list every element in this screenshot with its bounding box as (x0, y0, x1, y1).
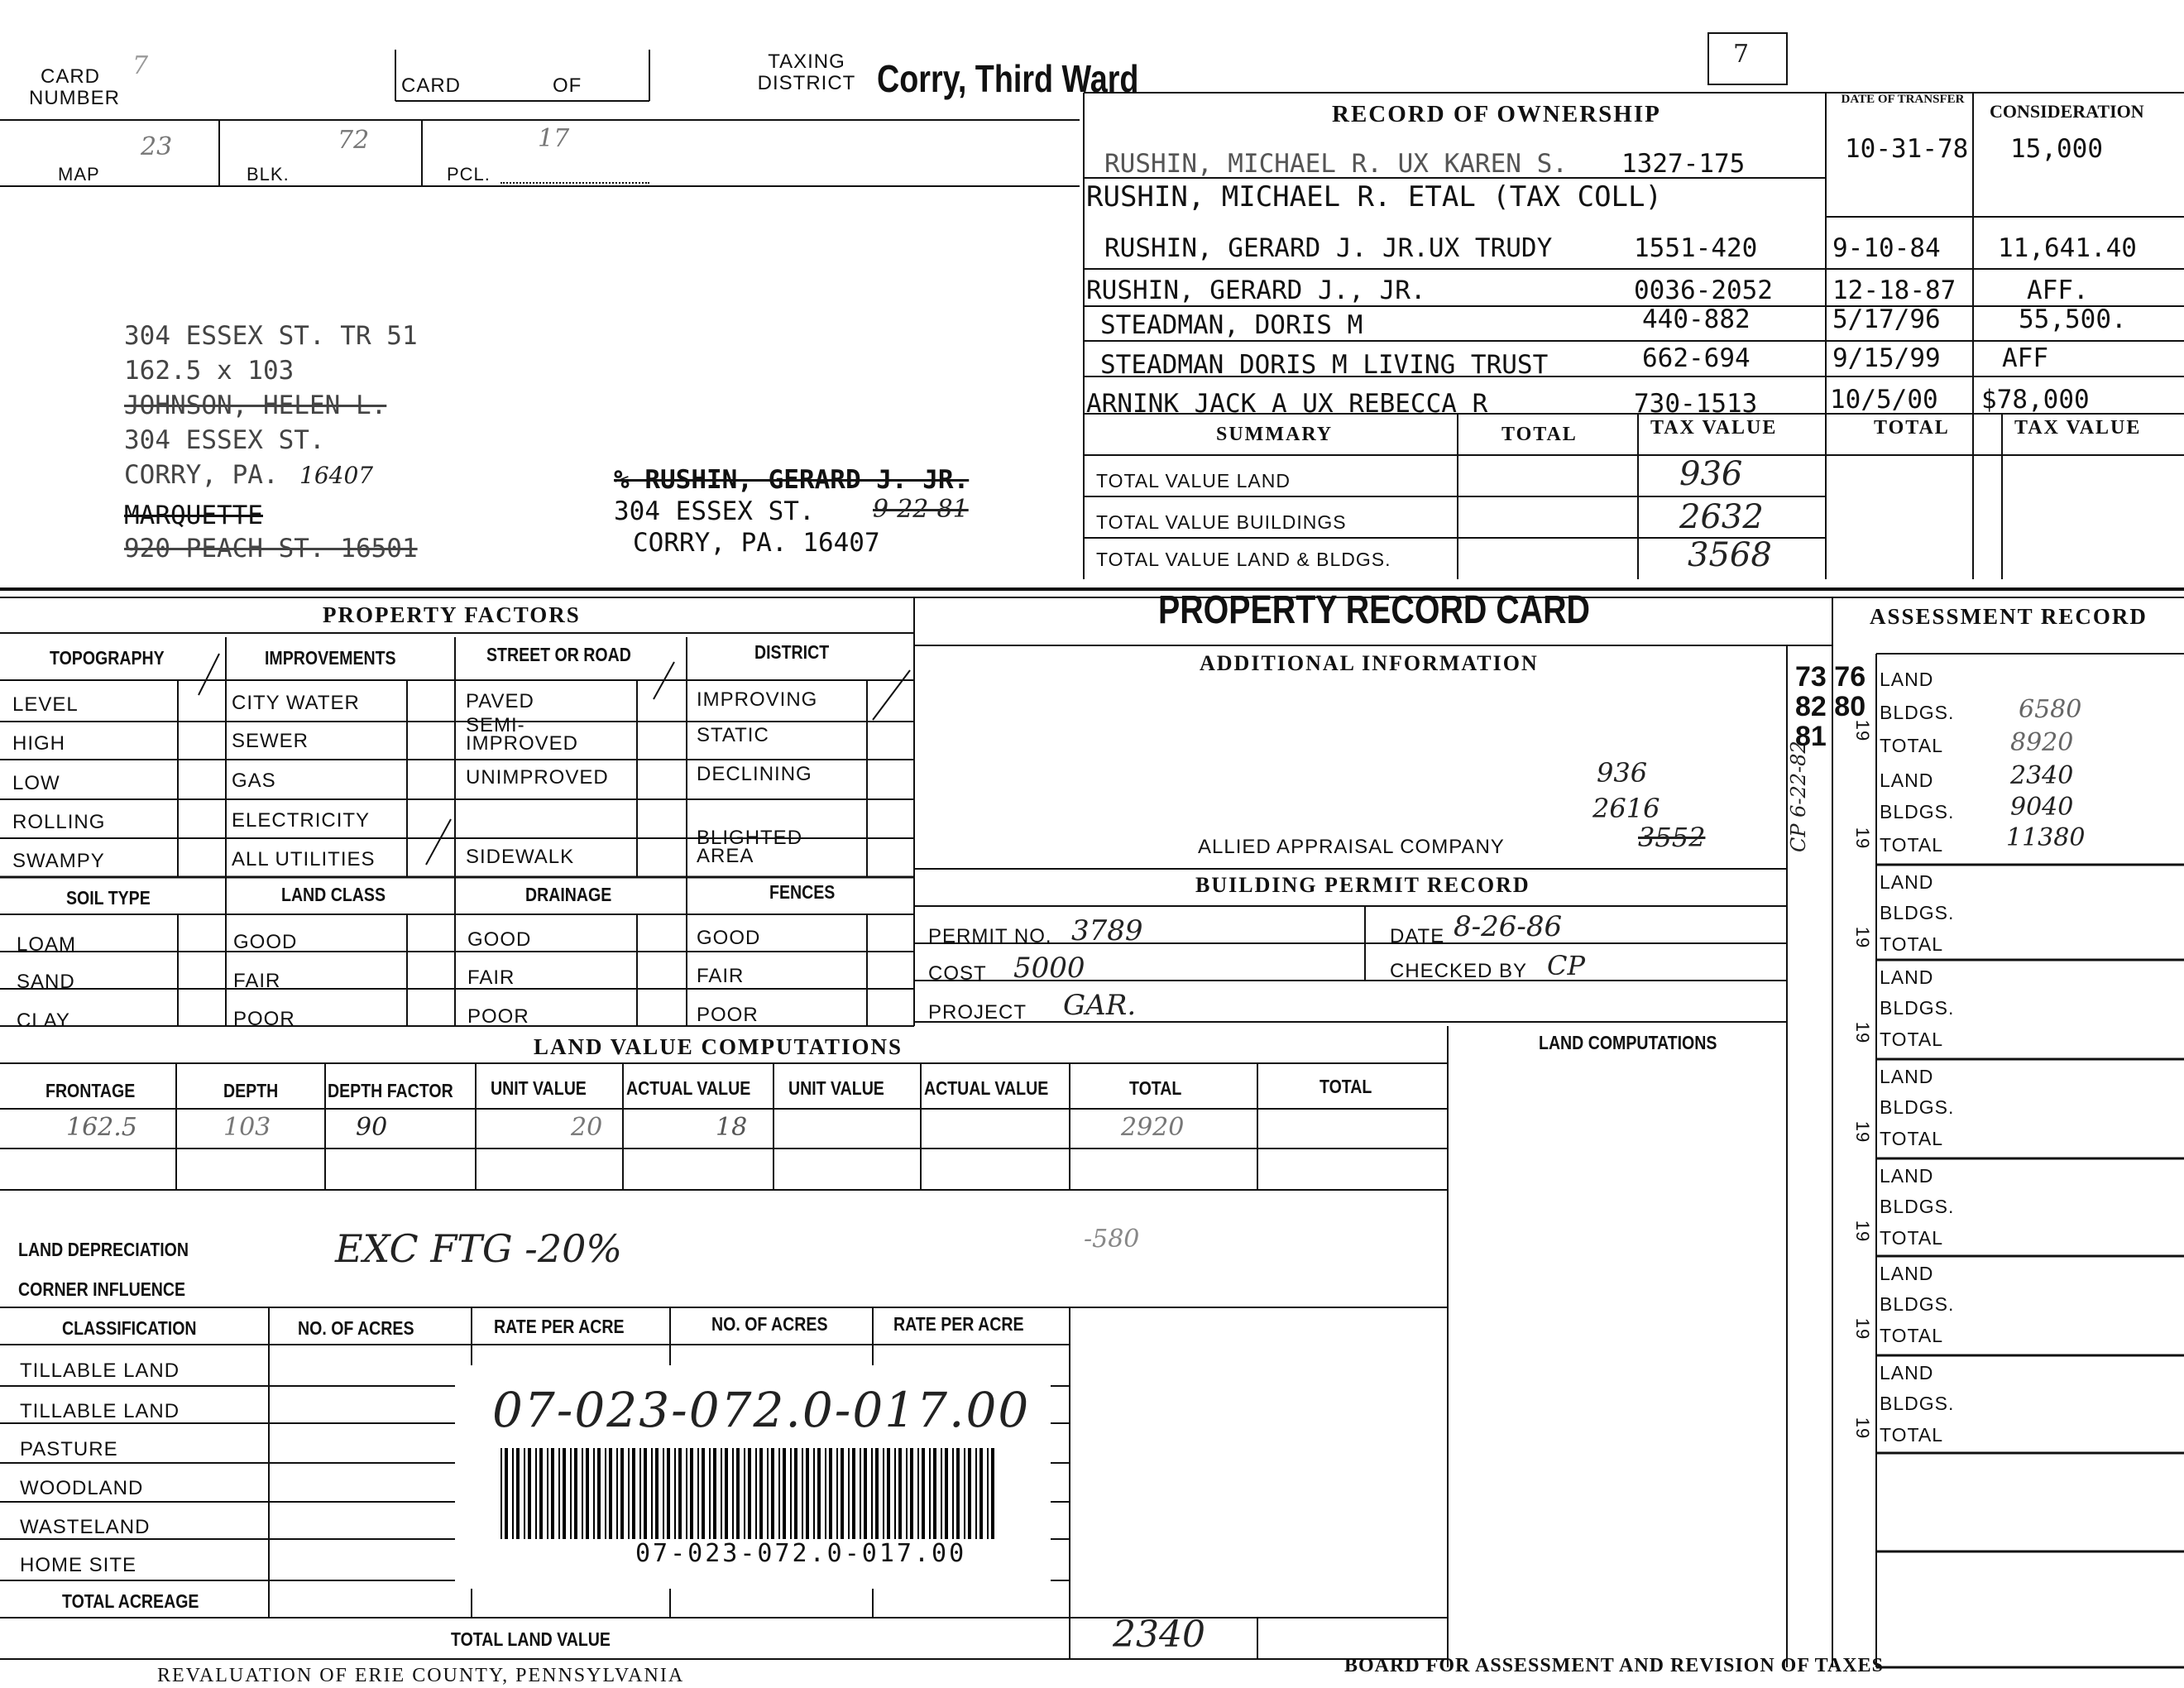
owner-consideration: AFF. (2027, 276, 2089, 305)
topography-item: ROLLING (12, 811, 106, 833)
address-line: 920 PEACH ST. 16501 (124, 534, 418, 563)
assessment-bldgs-value: 6580 (2019, 695, 2082, 724)
card-number-value: 7 (132, 51, 149, 80)
assessment-total-value: 8920 (2010, 728, 2074, 757)
barcode-bar (864, 1448, 867, 1539)
assessment-bldgs-label: BLDGS. (1880, 801, 1955, 822)
assessment-year: 73 (1795, 661, 1827, 693)
barcode-bar (906, 1448, 908, 1539)
assessment-land-label: LAND (1880, 1165, 1934, 1187)
barcode-bar (702, 1448, 705, 1539)
permit-cost-label: COST (928, 962, 987, 985)
classification-header: NO. OF ACRES (298, 1317, 414, 1339)
barcode-bar (979, 1448, 983, 1539)
barcode-bar (922, 1448, 925, 1539)
lv-header: DEPTH (223, 1080, 279, 1101)
improvements-item: ELECTRICITY (232, 809, 371, 832)
barcode-bar (898, 1448, 902, 1539)
lv-header: UNIT VALUE (491, 1077, 587, 1099)
topography-item: LOW (12, 772, 60, 794)
barcode-bar (551, 1448, 554, 1539)
assessment-year-prefix: 19 (1852, 719, 1874, 742)
lv-header: UNIT VALUE (788, 1077, 884, 1099)
assessment-land-label: LAND (1880, 1066, 1934, 1087)
assessment-total-label: TOTAL (1880, 834, 1943, 856)
topography-item: SWAMPY (12, 850, 105, 872)
barcode-bar (968, 1448, 971, 1539)
street-item: UNIMPROVED (466, 766, 609, 789)
assessment-land-label: LAND (1880, 669, 1934, 690)
barcode-bar (628, 1448, 630, 1539)
map-label: MAP (58, 164, 100, 185)
barcode-bar (783, 1448, 786, 1539)
assessment-year-prefix: 19 (1852, 827, 1874, 850)
soil-item: CLAY (17, 1009, 70, 1032)
barcode-bar (956, 1448, 960, 1539)
soil-type-header: SOIL TYPE (66, 887, 151, 909)
barcode-bar (771, 1448, 774, 1539)
permit-date-value: 8-26-86 (1454, 910, 1563, 943)
barcode-bar (500, 1448, 502, 1539)
barcode-bar (736, 1448, 740, 1539)
assessment-land-label: LAND (1880, 871, 1934, 893)
barcode-bar (945, 1448, 948, 1539)
barcode-bar (964, 1448, 965, 1539)
barcode-bar (690, 1448, 693, 1539)
card-label: CARD (401, 74, 462, 97)
lv-header: FRONTAGE (46, 1080, 136, 1101)
assessment-total-label: TOTAL (1880, 1424, 1943, 1446)
owner-name: RUSHIN, MICHAEL R. UX KAREN S. (1104, 149, 1568, 179)
assessment-year: 76 (1834, 661, 1866, 693)
barcode-bar (813, 1448, 815, 1539)
barcode-bar (790, 1448, 792, 1539)
barcode-bar (975, 1448, 977, 1539)
improvements-header: IMPROVEMENTS (265, 647, 396, 669)
summary-row-tax-value: 3568 (1688, 536, 1772, 574)
soil-item: SAND (17, 971, 75, 993)
property-factors-title: PROPERTY FACTORS (323, 602, 581, 627)
assessment-land-label: LAND (1880, 770, 1934, 791)
permit-checked-value: CP (1547, 950, 1586, 981)
owner-consideration: $78,000 (1981, 385, 2090, 415)
summary-row-label: TOTAL VALUE LAND (1096, 470, 1291, 492)
barcode-printed-number: 07-023-072.0-017.00 (635, 1539, 967, 1568)
assessment-bldgs-label: BLDGS. (1880, 902, 1955, 923)
classification-header: RATE PER ACRE (494, 1316, 625, 1337)
barcode-bar (875, 1448, 879, 1539)
ownership-title: RECORD OF OWNERSHIP (1332, 101, 1661, 127)
improvements-item: CITY WATER (232, 692, 360, 714)
district-item: IMPROVING (697, 688, 818, 711)
lv-header: TOTAL (1129, 1077, 1182, 1099)
barcode-bar (678, 1448, 682, 1539)
assessment-year: 82 (1795, 691, 1827, 722)
assessment-bldgs-label: BLDGS. (1880, 1196, 1955, 1217)
topography-item: HIGH (12, 732, 65, 755)
barcode-graphic (500, 1448, 997, 1539)
assessment-bldgs-label: BLDGS. (1880, 702, 1955, 723)
appraiser-name: ALLIED APPRAISAL COMPANY (1198, 836, 1505, 858)
barcode-bar (516, 1448, 520, 1539)
assessment-total-label: TOTAL (1880, 933, 1943, 955)
barcode-bar (605, 1448, 606, 1539)
assessment-year-prefix: 19 (1852, 1317, 1874, 1340)
owner-book: 0036-2052 (1634, 276, 1773, 305)
barcode-bar (674, 1448, 676, 1539)
assessment-land-value: 2340 (2010, 761, 2074, 790)
drainage-item: POOR (467, 1005, 529, 1028)
owner-name: ARNINK JACK A UX REBECCA R (1086, 389, 1488, 419)
barcode-bar (644, 1448, 647, 1539)
date-transfer-header: DATE OF TRANSFER (1841, 93, 1965, 106)
summary-row-tax-value: 2632 (1679, 498, 1764, 536)
district-item: BLIGHTED AREA (697, 827, 803, 867)
classification-item: TILLABLE LAND (20, 1400, 180, 1422)
lv-cell: 2920 (1121, 1113, 1185, 1142)
side-note-handwritten: CP 6-22-82 (1787, 741, 1810, 852)
land-class-item: FAIR (233, 970, 281, 992)
owner-book: 1551-420 (1634, 233, 1758, 263)
assessment-year-prefix: 19 (1852, 926, 1874, 949)
barcode-bar (817, 1448, 821, 1539)
owner-consideration: 15,000 (2010, 134, 2103, 164)
street-item: SIDEWALK (466, 846, 575, 868)
card-number-label: CARD NUMBER (29, 65, 121, 109)
owner-date: 12-18-87 (1832, 276, 1956, 305)
barcode-bar (725, 1448, 728, 1539)
barcode-bar (871, 1448, 873, 1539)
assessment-land-label: LAND (1880, 966, 1934, 988)
barcode-bar (802, 1448, 803, 1539)
barcode-bar (887, 1448, 890, 1539)
assessment-bldgs-value: 9040 (2010, 793, 2074, 822)
barcode-bar (748, 1448, 751, 1539)
owner-date: 9-10-84 (1832, 233, 1941, 263)
barcode-bar (941, 1448, 942, 1539)
permit-no-label: PERMIT NO. (928, 925, 1052, 947)
pcl-label: PCL. (447, 164, 491, 185)
owner-book: 662-694 (1642, 343, 1751, 373)
assessment-land-label: LAND (1880, 1362, 1934, 1383)
owner-name: RUSHIN, GERARD J., JR. (1086, 276, 1426, 305)
barcode-bar (651, 1448, 653, 1539)
topography-item: LEVEL (12, 693, 79, 716)
barcode-bar (933, 1448, 936, 1539)
barcode-bar (709, 1448, 711, 1539)
additional-info-title: ADDITIONAL INFORMATION (1200, 651, 1539, 675)
owner-name: RUSHIN, MICHAEL R. ETAL (TAX COLL) (1086, 180, 1662, 213)
owner-consideration: 55,500. (2019, 305, 2127, 334)
barcode-bar (829, 1448, 832, 1539)
footer-right: BOARD FOR ASSESSMENT AND REVISION OF TAXES (1344, 1655, 1884, 1676)
classification-item: HOME SITE (20, 1554, 137, 1576)
lv-header: DEPTH FACTOR (328, 1080, 453, 1101)
barcode-bar (512, 1448, 514, 1539)
lv-cell: 103 (223, 1113, 271, 1142)
taxing-district-label: TAXING DISTRICT (757, 50, 856, 94)
barcode-bar (910, 1448, 913, 1539)
summary-row-tax-value: 936 (1679, 455, 1743, 493)
assessment-total-label: TOTAL (1880, 1029, 1943, 1050)
topography-header: TOPOGRAPHY (50, 647, 165, 669)
permit-project-value: GAR. (1063, 989, 1137, 1022)
barcode-bar (841, 1448, 844, 1539)
street-item: PAVED (466, 690, 534, 712)
total-land-value: 2340 (1113, 1614, 1205, 1656)
summary-row-label: TOTAL VALUE BUILDINGS (1096, 511, 1347, 533)
total-acreage-label: TOTAL ACREAGE (62, 1590, 199, 1612)
barcode-bar (697, 1448, 699, 1539)
summary-tax-value-header-2: TAX VALUE (2014, 417, 2142, 439)
assessment-bldgs-label: BLDGS. (1880, 1393, 1955, 1414)
additional-hand-value: 2616 (1592, 793, 1660, 824)
land-value-title: LAND VALUE COMPUTATIONS (534, 1034, 903, 1059)
barcode-bar (663, 1448, 664, 1539)
barcode-bar (586, 1448, 589, 1539)
barcode-bar (852, 1448, 855, 1539)
blk-value: 72 (338, 126, 370, 155)
owner-name: STEADMAN DORIS M LIVING TRUST (1100, 350, 1549, 380)
map-value: 23 (141, 132, 173, 161)
blk-label: BLK. (247, 164, 290, 185)
barcode-bar (597, 1448, 601, 1539)
barcode-bar (778, 1448, 780, 1539)
prc-title: PROPERTY RECORD CARD (1158, 588, 1590, 632)
drainage-item: GOOD (467, 928, 532, 951)
barcode-bar (848, 1448, 850, 1539)
lv-cell: 162.5 (66, 1113, 137, 1142)
classification-item: WASTELAND (20, 1516, 151, 1538)
assessment-bldgs-label: BLDGS. (1880, 1293, 1955, 1315)
owner-name: STEADMAN, DORIS M (1100, 310, 1363, 340)
address-zip-handwritten: 16407 (299, 462, 374, 489)
barcode-handwritten-number: 07-023-072.0-017.00 (492, 1382, 1031, 1438)
barcode-bar (655, 1448, 659, 1539)
mail-line: % RUSHIN, GERARD J. JR. (614, 465, 970, 495)
assessment-total-label: TOTAL (1880, 735, 1943, 756)
barcode-bar (759, 1448, 763, 1539)
improvements-item: SEWER (232, 730, 309, 752)
summary-total-header: TOTAL (1502, 424, 1578, 445)
land-depreciation-total: -580 (1084, 1225, 1140, 1254)
classification-header: RATE PER ACRE (893, 1313, 1024, 1335)
consideration-header: CONSIDERATION (1990, 101, 2144, 122)
assessment-year: 81 (1795, 721, 1827, 752)
barcode-bar (667, 1448, 670, 1539)
land-depreciation-value: EXC FTG -20% (335, 1226, 623, 1271)
barcode-bar (639, 1448, 641, 1539)
barcode-bar (616, 1448, 618, 1539)
owner-book: 730-1513 (1634, 389, 1758, 419)
lv-header: ACTUAL VALUE (924, 1077, 1049, 1099)
barcode-bar (632, 1448, 635, 1539)
summary-total-header-2: TOTAL (1874, 417, 1950, 439)
barcode-bar (574, 1448, 577, 1539)
district-item: STATIC (697, 724, 769, 746)
assessment-year-prefix: 19 (1852, 1417, 1874, 1440)
owner-date: 9/15/99 (1832, 343, 1941, 373)
barcode-bar (836, 1448, 838, 1539)
permit-project-label: PROJECT (928, 1001, 1027, 1024)
address-line: JOHNSON, HELEN L. (124, 391, 387, 420)
fences-item: FAIR (697, 965, 745, 987)
drainage-header: DRAINAGE (525, 884, 612, 905)
drainage-item: FAIR (467, 966, 515, 989)
barcode-bar (528, 1448, 531, 1539)
land-class-header: LAND CLASS (281, 884, 386, 905)
address-line: 304 ESSEX ST. TR 51 (124, 321, 418, 351)
mail-line: 304 ESSEX ST. (614, 496, 815, 526)
land-depreciation-label: LAND DEPRECIATION (18, 1239, 189, 1260)
barcode-bar (860, 1448, 861, 1539)
assessment-total-label: TOTAL (1880, 1128, 1943, 1149)
owner-name: RUSHIN, GERARD J. JR.UX TRUDY (1104, 233, 1553, 263)
assessment-year-prefix: 19 (1852, 1120, 1874, 1144)
lv-cell: 18 (716, 1113, 748, 1142)
owner-consideration: AFF (2002, 343, 2048, 373)
card-box-number: 7 (1733, 40, 1750, 69)
improvements-item: GAS (232, 770, 276, 792)
owner-consideration: 11,641.40 (1998, 233, 2137, 263)
barcode-bar (713, 1448, 716, 1539)
owner-book: 440-882 (1642, 305, 1751, 334)
barcode-bar (582, 1448, 583, 1539)
assessment-total-label: TOTAL (1880, 1227, 1943, 1249)
barcode-bar (825, 1448, 826, 1539)
barcode-bar (539, 1448, 543, 1539)
district-header: DISTRICT (754, 641, 830, 663)
barcode-bar (609, 1448, 612, 1539)
barcode-bar (547, 1448, 548, 1539)
mail-line: CORRY, PA. 16407 (633, 528, 880, 558)
barcode-bar (524, 1448, 525, 1539)
classification-item: PASTURE (20, 1438, 118, 1460)
barcode-bar (505, 1448, 508, 1539)
owner-book: 1327-175 (1621, 149, 1746, 179)
additional-hand-value: 3552 (1638, 822, 1706, 853)
assessment-bldgs-label: BLDGS. (1880, 997, 1955, 1019)
barcode-bar (732, 1448, 734, 1539)
barcode-bar (794, 1448, 797, 1539)
improvements-item: ALL UTILITIES (232, 848, 376, 870)
address-line: CORRY, PA. (124, 460, 279, 490)
lv-header: TOTAL (1320, 1076, 1372, 1097)
permit-cost-value: 5000 (1013, 952, 1085, 985)
street-item: SEMI-IMPROVED (466, 714, 579, 755)
permit-checked-label: CHECKED BY (1390, 960, 1528, 982)
assessment-land-label: LAND (1880, 1263, 1934, 1284)
street-header: STREET OR ROAD (486, 644, 631, 665)
corner-influence-label: CORNER INFLUENCE (18, 1278, 186, 1300)
assessment-total-value: 11380 (2006, 823, 2086, 852)
land-class-item: POOR (233, 1008, 295, 1030)
barcode-bar (987, 1448, 989, 1539)
address-line: 304 ESSEX ST. (124, 425, 325, 455)
barcode-bar (894, 1448, 896, 1539)
classification-item: TILLABLE LAND (20, 1360, 180, 1382)
land-computations-title: LAND COMPUTATIONS (1539, 1032, 1717, 1053)
address-line: 162.5 x 103 (124, 356, 295, 386)
assessment-year: 80 (1834, 691, 1866, 722)
barcode-bar (744, 1448, 745, 1539)
barcode-bar (535, 1448, 537, 1539)
assessment-total-label: TOTAL (1880, 1325, 1943, 1346)
summary-title: SUMMARY (1216, 424, 1334, 445)
barcode-bar (991, 1448, 994, 1539)
fences-item: POOR (697, 1004, 759, 1026)
barcode-bar (929, 1448, 931, 1539)
permit-no-value: 3789 (1071, 914, 1143, 947)
owner-date: 10/5/00 (1830, 385, 1938, 415)
barcode-bar (721, 1448, 722, 1539)
barcode-bar (563, 1448, 566, 1539)
barcode-bar (806, 1448, 809, 1539)
classification-header: CLASSIFICATION (62, 1317, 197, 1339)
fences-item: GOOD (697, 927, 761, 949)
additional-hand-value: 936 (1597, 757, 1648, 789)
taxing-district-value: Corry, Third Ward (877, 57, 1139, 100)
barcode-bar (952, 1448, 954, 1539)
barcode-bar (570, 1448, 572, 1539)
parcel-barcode-label (455, 1365, 1051, 1589)
barcode-bar (917, 1448, 919, 1539)
soil-item: LOAM (17, 933, 77, 956)
barcode-bar (558, 1448, 560, 1539)
barcode-bar (593, 1448, 595, 1539)
footer-left: REVALUATION OF ERIE COUNTY, PENNSYLVANIA (157, 1665, 685, 1686)
lv-header: ACTUAL VALUE (626, 1077, 751, 1099)
land-class-item: GOOD (233, 931, 298, 953)
barcode-bar (620, 1448, 624, 1539)
summary-tax-value-header: TAX VALUE (1650, 417, 1778, 439)
owner-date: 10-31-78 (1845, 134, 1969, 164)
lv-cell: 20 (571, 1113, 603, 1142)
owner-date: 5/17/96 (1832, 305, 1941, 334)
pcl-value: 17 (538, 124, 570, 153)
lv-cell: 90 (356, 1113, 388, 1142)
barcode-bar (755, 1448, 757, 1539)
classification-header: NO. OF ACRES (711, 1313, 828, 1335)
district-item: DECLINING (697, 763, 812, 785)
assessment-year-prefix: 19 (1852, 1220, 1874, 1243)
assessment-bldgs-label: BLDGS. (1880, 1096, 1955, 1118)
summary-row-label: TOTAL VALUE LAND & BLDGS. (1096, 549, 1391, 570)
permit-date-label: DATE (1390, 925, 1445, 947)
barcode-bar (767, 1448, 769, 1539)
of-label: OF (553, 74, 582, 97)
pcl-dotted-line (500, 182, 649, 184)
mail-date-handwritten: 9-22-81 (873, 495, 969, 524)
barcode-bar (883, 1448, 884, 1539)
address-line: MARQUETTE (124, 501, 263, 530)
assessment-year-prefix: 19 (1852, 1021, 1874, 1044)
permit-title: BUILDING PERMIT RECORD (1195, 873, 1530, 897)
total-land-value-label: TOTAL LAND VALUE (451, 1628, 611, 1650)
classification-item: WOODLAND (20, 1477, 144, 1499)
fences-header: FENCES (769, 881, 836, 903)
barcode-bar (686, 1448, 687, 1539)
assessment-title: ASSESSMENT RECORD (1870, 604, 2148, 629)
